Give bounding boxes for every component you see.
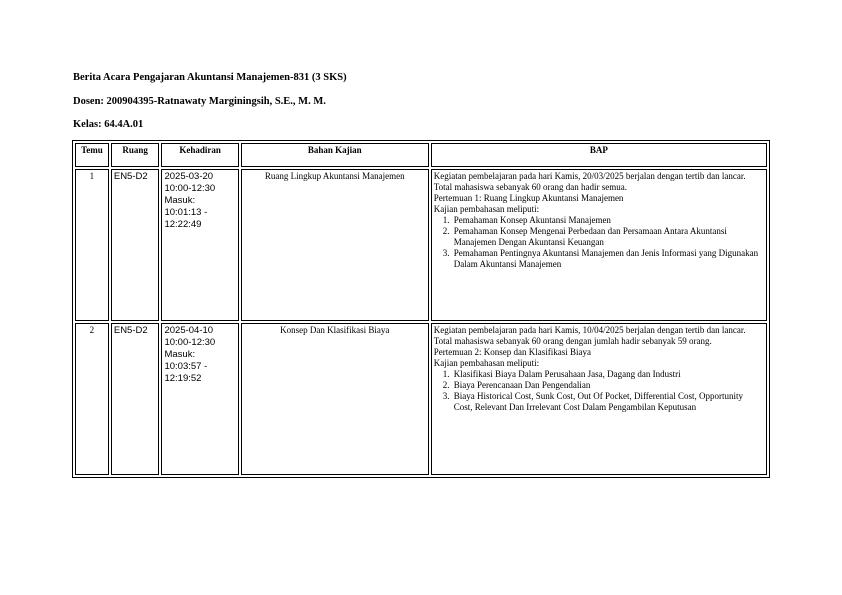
list-item: 3. Biaya Historical Cost, Sunk Cost, Out Of Pocket, Differential Cost, Opportunity Cost, Relevant Dan Irrelevant Cost Dalam Pengambilan Keputusan [452, 391, 764, 413]
column-header-kehadiran: Kehadiran [161, 143, 238, 167]
cell-bahan-kajian: Ruang Lingkup Akuntansi Manajemen [241, 169, 429, 321]
table-row [75, 323, 767, 475]
cell-temu: 2 [75, 323, 109, 475]
cell-ruang: EN5-D2 [111, 169, 160, 321]
attendance-label: Masuk: [164, 195, 196, 206]
table-header-row [75, 143, 767, 167]
list-item: 1. Pemahaman Konsep Akuntansi Manajemen [452, 215, 764, 226]
table-row [75, 169, 767, 321]
class-line: Kelas: 64.4A.01 [73, 119, 144, 130]
cell-kehadiran [161, 169, 238, 321]
bap-kajian-label: Kajian pembahasan meliputi: [433, 358, 540, 368]
attendance-label: Masuk: [164, 349, 196, 360]
bap-topic-list [434, 215, 764, 270]
attendance-out: 12:22:49 [164, 219, 202, 230]
list-item: 2. Biaya Perencanaan Dan Pengendalian [452, 380, 764, 391]
list-item: 3. Pemahaman Pentingnya Akuntansi Manajemen dan Jenis Informasi yang Digunakan Dalam Akuntansi Manajemen [452, 248, 764, 270]
bap-intro: Kegiatan pembelajaran pada hari Kamis, 20/03/2025 berjalan dengan tertib dan lancar. Total mahasiswa sebanyak 60 orang dan hadir semua. [433, 171, 746, 192]
column-header-ruang: Ruang [111, 143, 160, 167]
bap-kajian-label: Kajian pembahasan meliputi: [433, 204, 540, 214]
bap-intro: Kegiatan pembelajaran pada hari Kamis, 10/04/2025 berjalan dengan tertib dan lancar. Total mahasiswa sebanyak 60 orang dengan jumlah hadir sebanyak 59 orang. [433, 325, 746, 346]
bap-table [72, 140, 770, 478]
attendance-in: 10:03:57 - [164, 361, 208, 372]
attendance-date: 2025-03-20 [164, 171, 214, 182]
attendance-schedule: 10:00-12:30 [164, 337, 216, 348]
cell-ruang: EN5-D2 [111, 323, 160, 475]
bap-pertemuan: Pertemuan 2: Konsep dan Klasifikasi Biaya [433, 347, 591, 357]
attendance-in: 10:01:13 - [164, 207, 208, 218]
column-header-bahan-kajian: Bahan Kajian [241, 143, 429, 167]
attendance-schedule: 10:00-12:30 [164, 183, 216, 194]
document-title: Berita Acara Pengajaran Akuntansi Manajemen-831 (3 SKS) [73, 72, 347, 83]
cell-bahan-kajian: Konsep Dan Klasifikasi Biaya [241, 323, 429, 475]
list-item: 2. Pemahaman Konsep Mengenai Perbedaan dan Persamaan Antara Akuntansi Manajemen Dengan Akuntansi Keuangan [452, 226, 764, 248]
attendance-date: 2025-04-10 [164, 325, 214, 336]
attendance-out: 12:19:52 [164, 373, 202, 384]
lecturer-line: Dosen: 200904395-Ratnawaty Marginingsih, S.E., M. M. [73, 96, 326, 107]
cell-bap [431, 323, 767, 475]
column-header-bap: BAP [431, 143, 767, 167]
bap-topic-list [434, 369, 764, 413]
cell-bap [431, 169, 767, 321]
cell-kehadiran [161, 323, 238, 475]
column-header-temu: Temu [75, 143, 109, 167]
list-item: 1. Klasifikasi Biaya Dalam Perusahaan Jasa, Dagang dan Industri [452, 369, 764, 380]
cell-temu: 1 [75, 169, 109, 321]
bap-pertemuan: Pertemuan 1: Ruang Lingkup Akuntansi Manajemen [433, 193, 624, 203]
